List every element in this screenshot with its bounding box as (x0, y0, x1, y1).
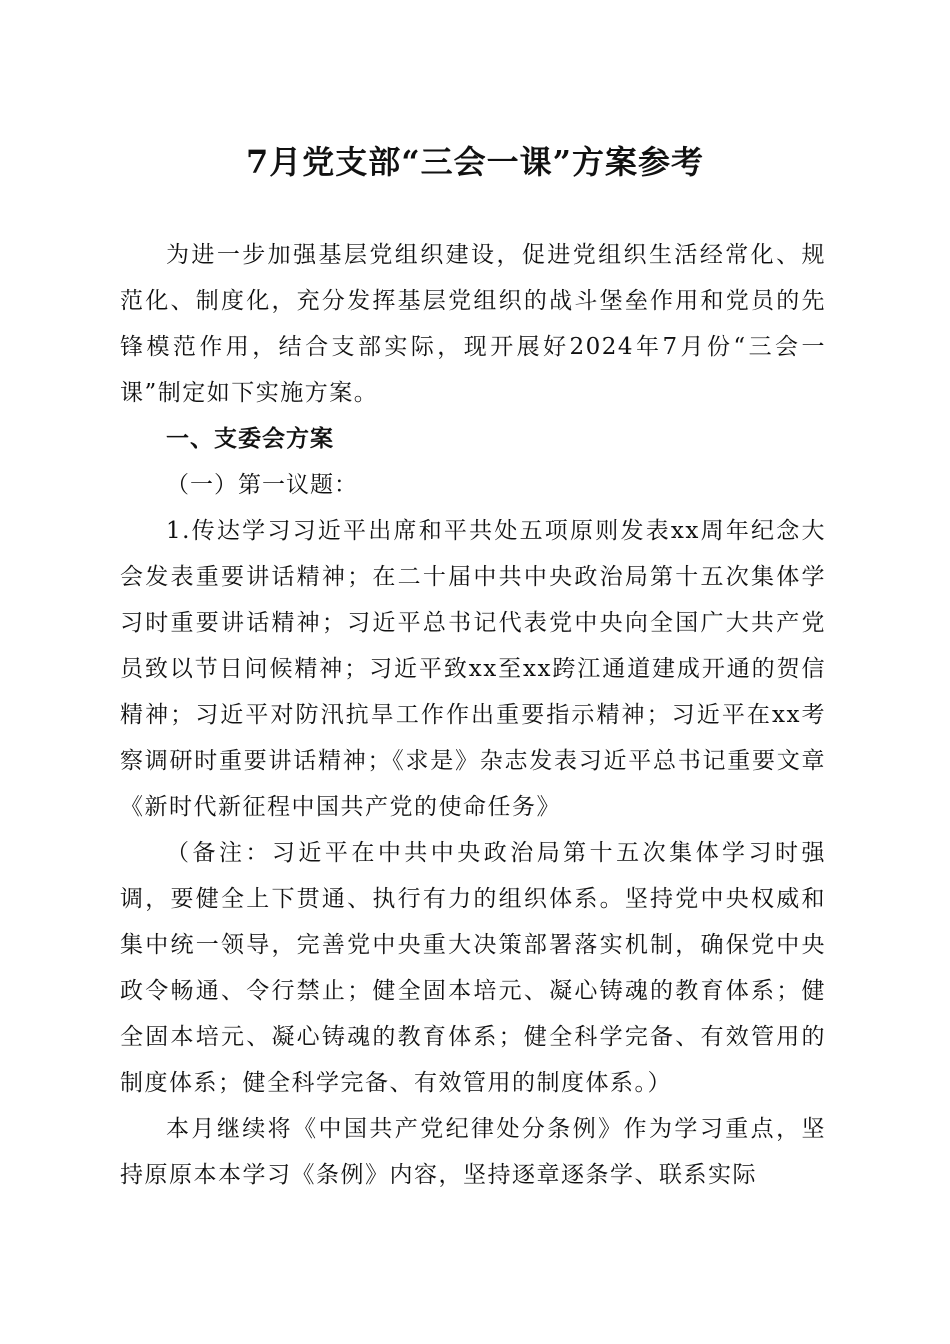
item-paragraph-1: 1.传达学习习近平出席和平共处五项原则发表xx周年纪念大会发表重要讲话精神；在二十届中共中央政治局第十五次集体学习时重要讲话精神；习近平总书记代表党中央向全国广大共产党员致以节日问候精神；习近平致xx至xx跨江通道建成开通的贺信精神；习近平对防汛抗旱工作作出重要指示精神；习近平在xx考察调研时重要讲话精神；《求是》杂志发表习近平总书记重要文章《新时代新征程中国共产党的使命任务》 (120, 518, 826, 820)
study-focus-paragraph: 本月继续将《中国共产党纪律处分条例》作为学习重点，坚持原原本本学习《条例》内容，坚持逐章逐条学、联系实际 (120, 1116, 826, 1188)
document-body (120, 232, 826, 1198)
note-paragraph: （备注：习近平在中共中央政治局第十五次集体学习时强调，要健全上下贯通、执行有力的组织体系。坚持党中央权威和集中统一领导，完善党中央重大决策部署落实机制，确保党中央政令畅通、令行禁止；健全固本培元、凝心铸魂的教育体系；健全固本培元、凝心铸魂的教育体系；健全科学完备、有效管用的制度体系；健全科学完备、有效管用的制度体系。） (120, 840, 826, 1096)
section-heading-branch-committee: 一、支委会方案 (166, 425, 334, 452)
intro-paragraph: 为进一步加强基层党组织建设，促进党组织生活经常化、规范化、制度化，充分发挥基层党组织的战斗堡垒作用和党员的先锋模范作用，结合支部实际，现开展好2024年7月份“三会一课”制定如下实施方案。 (120, 242, 826, 406)
document-title: 7月党支部“三会一课”方案参考 (245, 143, 705, 181)
subsection-heading-first-topic: （一）第一议题： (166, 472, 358, 498)
